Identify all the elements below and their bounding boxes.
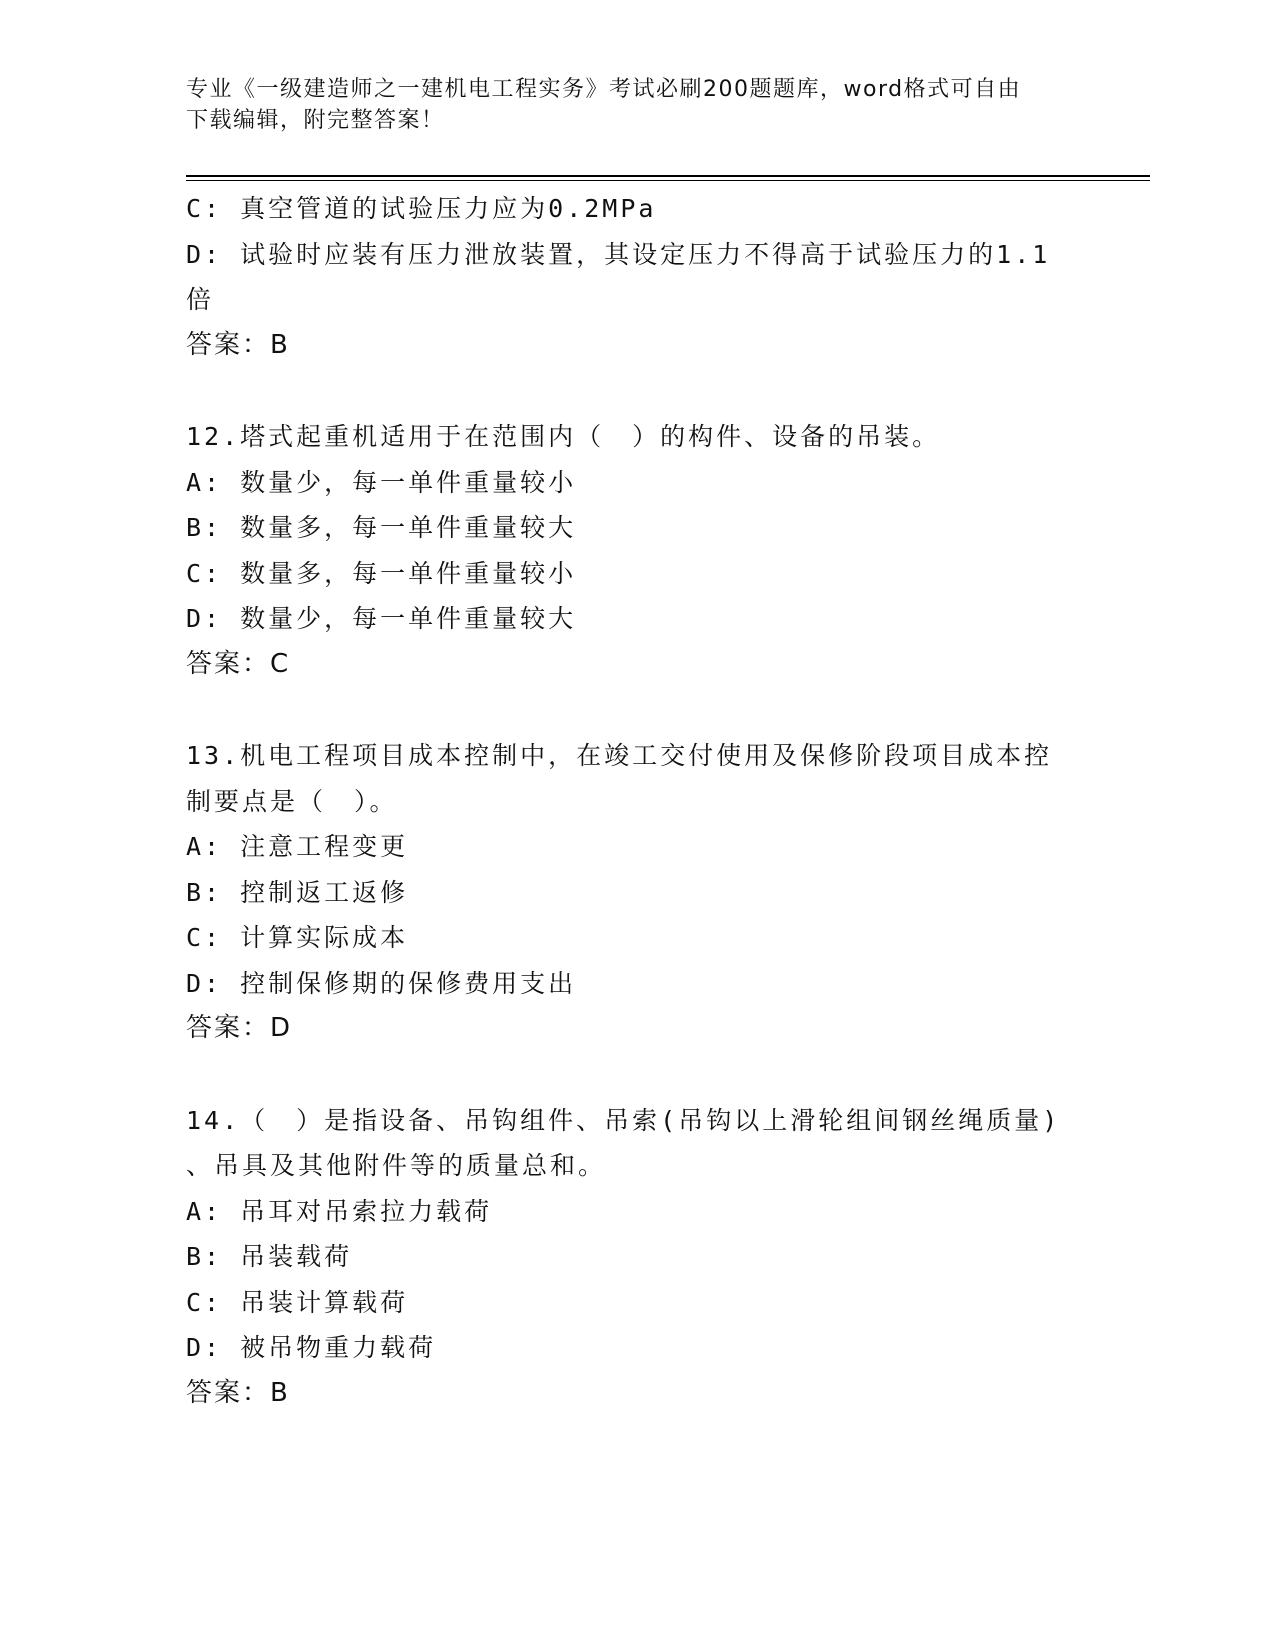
option-a: A: 吊耳对吊索拉力载荷 [186,1196,493,1226]
option-c: C: 计算实际成本 [186,923,409,952]
option-b: B: 吊装载荷 [186,1242,353,1271]
spacer [186,368,1086,414]
header-line-2: 下载编辑，附完整答案！ [186,108,445,133]
answer: 答案：B [186,1377,290,1408]
question-stem: 14.（ ）是指设备、吊钩组件、吊索(吊钩以上滑轮组间钢丝绳质量) [186,1105,1061,1135]
question-13 [186,733,1086,1052]
question-stem: 13.机电工程项目成本控制中，在竣工交付使用及保修阶段项目成本控 [186,741,1053,770]
option-a: A: 数量少，每一单件重量较小 [186,467,577,497]
option-a: A: 注意工程变更 [186,832,409,861]
question-stem: 12.塔式起重机适用于在范围内（ ）的构件、设备的吊装。 [186,422,941,451]
question-stem-continued: 、吊具及其他附件等的质量总和。 [186,1151,607,1180]
option-c: C: 真空管道的试验压力应为0.2MPa [186,194,657,223]
answer: 答案：B [186,329,290,360]
option-c: C: 吊装计算载荷 [186,1287,409,1317]
option-b: B: 数量多，每一单件重量较大 [186,513,577,542]
answer: 答案：C [186,648,291,679]
option-d: D: 控制保修期的保修费用支出 [186,968,577,998]
spacer [186,687,1086,733]
option-c: C: 数量多，每一单件重量较小 [186,558,577,588]
spacer [186,1052,1086,1098]
option-b: B: 控制返工返修 [186,877,409,907]
question-12 [186,414,1086,687]
header-line-1: 专业《一级建造师之一建机电工程实务》考试必刷200题题库，word格式可自由 [186,77,1022,102]
option-d: D: 试验时应装有压力泄放装置，其设定压力不得高于试验压力的1.1 [186,239,1051,269]
question-11-continued [186,186,1086,368]
header-rule-thin [186,180,1150,181]
option-d: D: 数量少，每一单件重量较大 [186,604,577,633]
option-d: D: 被吊物重力载荷 [186,1333,437,1362]
header-rule-thick [186,175,1150,177]
page-header [186,74,1066,136]
document-body [186,186,1086,1416]
question-14 [186,1098,1086,1417]
question-stem-continued: 制要点是（ ）。 [186,786,398,816]
answer: 答案：D [186,1013,293,1043]
option-d-continued: 倍 [186,285,215,314]
